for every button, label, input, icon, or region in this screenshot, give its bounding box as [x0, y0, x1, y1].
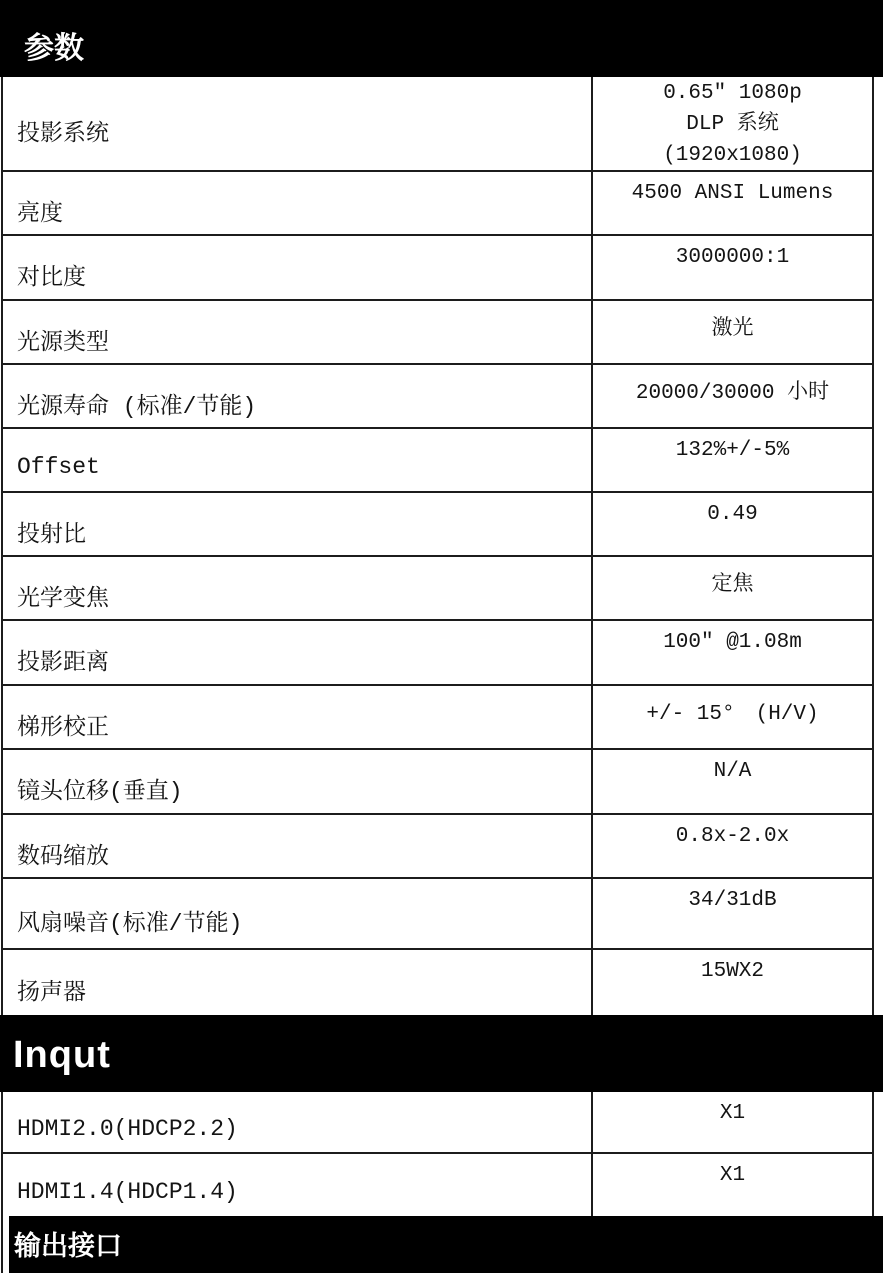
table-row	[3, 950, 872, 1015]
table-row	[3, 493, 872, 557]
row-label: 亮度	[17, 200, 63, 227]
row-value: 34/31dB	[688, 889, 777, 912]
row-value-cell	[593, 950, 872, 1015]
row-label-cell	[3, 686, 593, 748]
section-header-input	[0, 1015, 883, 1092]
table-row	[3, 815, 872, 879]
row-label-cell	[3, 557, 593, 619]
row-value-cell	[593, 493, 872, 555]
row-label: 投射比	[17, 521, 86, 548]
row-label-cell	[3, 77, 593, 170]
row-value: 132%+/-5%	[675, 439, 790, 462]
section-header-output	[9, 1216, 883, 1273]
row-label: 投影距离	[17, 650, 109, 676]
row-value: X1	[719, 1102, 746, 1125]
row-label: 对比度	[17, 265, 86, 291]
row-value: 3000000:1	[675, 246, 790, 269]
row-label: Offset	[17, 454, 100, 480]
row-label-cell	[3, 1154, 593, 1216]
row-label: 梯形校正	[17, 714, 109, 741]
row-label: 光源寿命 (标准/节能)	[17, 393, 257, 420]
row-value: 0.8x-2.0x	[675, 825, 790, 848]
row-value-line: (1920x1080)	[663, 144, 802, 167]
row-label-cell	[3, 815, 593, 877]
row-value-cell	[593, 879, 872, 948]
row-value-line: 0.65″ 1080p	[663, 82, 802, 105]
row-value: X1	[719, 1164, 746, 1187]
table-row	[3, 879, 872, 950]
table-row	[3, 301, 872, 365]
row-label-cell	[3, 301, 593, 363]
row-label-cell	[3, 879, 593, 948]
row-value: 定焦	[711, 574, 754, 597]
output-section	[0, 1216, 883, 1273]
row-label: 数码缩放	[17, 843, 109, 870]
row-value-cell	[593, 301, 872, 363]
row-value-cell	[593, 557, 872, 619]
row-value: 100″ @1.08m	[663, 631, 802, 654]
row-value-cell	[593, 429, 872, 491]
row-value: 0.49	[707, 503, 758, 526]
row-value: 激光	[711, 318, 754, 341]
row-label: HDMI1.4(HDCP1.4)	[17, 1179, 238, 1205]
section-header-params	[0, 0, 883, 77]
table-row	[3, 1154, 872, 1216]
row-value-cell	[593, 236, 872, 299]
table-row	[3, 172, 872, 236]
row-label: HDMI2.0(HDCP2.2)	[17, 1116, 238, 1142]
row-label-cell	[3, 429, 593, 491]
row-value-cell	[593, 1092, 872, 1152]
row-value-cell	[593, 750, 872, 813]
row-value-cell	[593, 77, 872, 170]
row-label-cell	[3, 750, 593, 813]
row-label: 扬声器	[17, 980, 86, 1006]
row-label-cell	[3, 365, 593, 427]
row-label: 投影系统	[17, 121, 109, 147]
row-value-cell	[593, 172, 872, 234]
row-value: 15WX2	[700, 960, 764, 983]
table-row	[3, 557, 872, 621]
table-row	[3, 365, 872, 429]
table-row	[3, 236, 872, 301]
row-value-line: DLP 系统	[686, 113, 779, 136]
row-label: 镜头位移(垂直)	[17, 779, 183, 805]
row-value-cell	[593, 686, 872, 748]
row-value-cell	[593, 621, 872, 684]
row-label-cell	[3, 493, 593, 555]
table-row	[3, 686, 872, 750]
row-label-cell	[3, 236, 593, 299]
row-label-cell	[3, 172, 593, 234]
section-title: Inqut	[13, 1034, 111, 1076]
row-value: 20000/30000 小时	[635, 382, 830, 405]
table-row	[3, 429, 872, 493]
row-label-cell	[3, 1092, 593, 1152]
row-value: N/A	[713, 760, 752, 783]
row-label: 光源类型	[17, 329, 109, 356]
table-left-border	[1, 1216, 3, 1273]
table-row	[3, 750, 872, 815]
table-row	[3, 1092, 872, 1154]
table-row	[3, 77, 872, 172]
row-value-cell	[593, 815, 872, 877]
section-title: 输出接口	[14, 1230, 122, 1261]
input-table	[1, 1092, 874, 1216]
row-value: 4500 ANSI Lumens	[631, 182, 834, 205]
row-label: 风扇噪音(标准/节能)	[17, 911, 243, 937]
row-label-cell	[3, 950, 593, 1015]
row-value-cell	[593, 365, 872, 427]
row-value: +/- 15° (H/V)	[646, 703, 819, 726]
section-title: 参数	[24, 31, 84, 65]
row-value-cell	[593, 1154, 872, 1216]
row-label: 光学变焦	[17, 585, 109, 612]
table-row	[3, 621, 872, 686]
row-label-cell	[3, 621, 593, 684]
params-table	[1, 77, 874, 1015]
